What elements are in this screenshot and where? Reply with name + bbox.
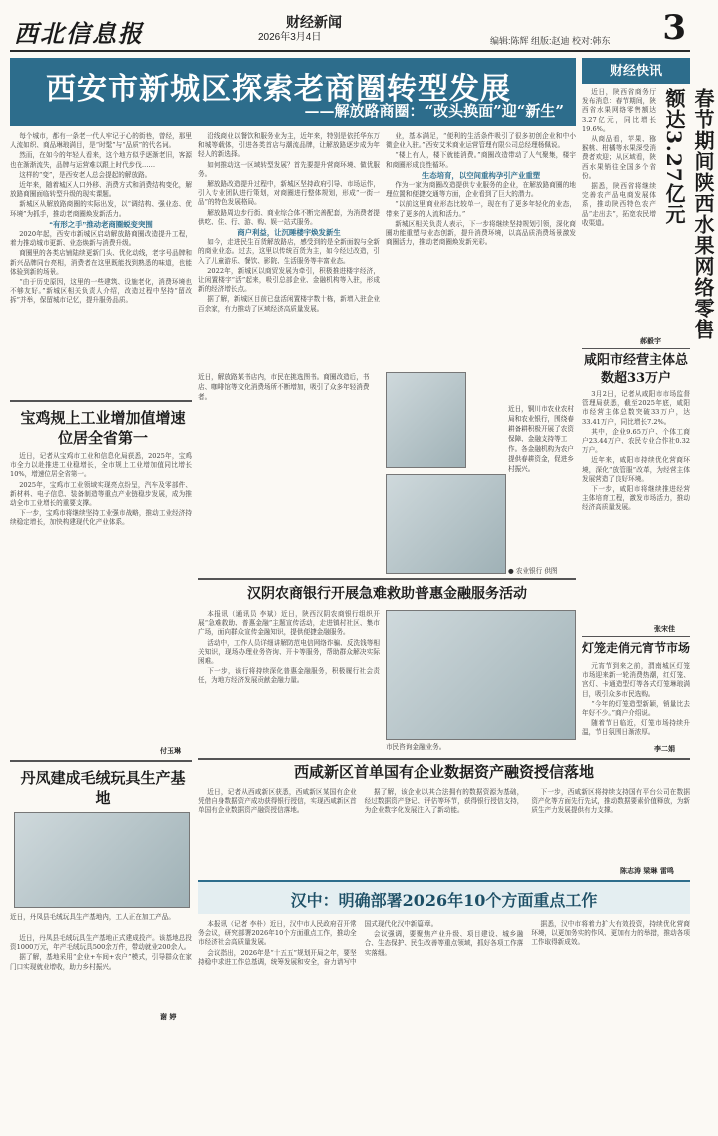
- hanyin-headline: 汉阴农商银行开展急难救助普惠金融服务活动: [247, 586, 527, 602]
- bookstore-photo: [386, 372, 466, 468]
- issue-date: 2026年3月4日: [258, 32, 322, 43]
- article-paragraph: 近年来，咸阳市持续优化营商环境，深化“放管服”改革，为经营主体发展营造了良好环境。: [582, 456, 690, 483]
- article-paragraph: 沿线商业以餐饮和服务业为主，近年来，特别是依托华东万和城等载体，引进各类首店与潮流品牌，让解放路逐步成为年轻人的新选择。: [198, 132, 380, 159]
- danfeng-credit: 谢 婷: [160, 1012, 177, 1021]
- article-paragraph: 下一步，宝鸡市将继续坚持工业强市战略，推动工业经济持续稳定增长，加快构建现代化产业体系。: [10, 509, 192, 527]
- main-article-col1: [10, 132, 192, 364]
- article-paragraph: 据悉，汉中市将着力扩大有效投资，持续优化营商环境，以更加务实的作风、更加有力的举措，推动各项工作取得新成效。: [531, 920, 690, 947]
- sidebar-item1-credit: 郝毅宇: [640, 336, 661, 345]
- article-paragraph: “今年的灯笼造型新颖，销量比去年好不少。”商户介绍说。: [582, 699, 690, 718]
- page-number: 3: [662, 8, 686, 48]
- article-paragraph: 下一步，咸阳市将继续推进经营主体培育工程，激发市场活力，推动经济高质量发展。: [582, 485, 690, 512]
- article-paragraph: 元宵节到来之前，渭南城区灯笼市场迎来新一轮消费热潮，红灯笼、宫灯、卡通造型灯等各式灯笼琳琅满目，吸引众多市民选购。: [582, 662, 690, 698]
- article-paragraph: 3月2日，记者从咸阳市市场监督管理局获悉，截至2025年底，咸阳市经营主体总数突破33万户，达33.41万户，同比增长7.2%。: [582, 390, 690, 426]
- article-paragraph: 据了解，新城区目前已盘活闲置楼宇数十栋，新增入驻企业百余家，有力推动了区域经济高质量发展。: [198, 295, 380, 313]
- article-paragraph: 然而，在如今的年轻人看来，这个地方似乎逐渐老旧，客源也在渐渐流失，品牌与运营难以跟上时代步伐……: [10, 151, 192, 169]
- danfeng-photo-caption: 近日，丹凤县毛绒玩具生产基地内，工人正在加工产品。: [10, 913, 175, 921]
- baoji-credit: 付玉琳: [160, 746, 181, 755]
- divider: [10, 760, 192, 762]
- farmers-photo-credit: ● 农业银行 供图: [508, 567, 558, 575]
- article-paragraph: 近日，丹凤县毛绒玩具生产基地正式建成投产。该基地总投资1000万元，年产毛绒玩具500余万件，带动就业200余人。: [10, 934, 192, 952]
- article-paragraph: 解放路周边步行街、商业综合体不断完善配套，为消费者提供吃、住、行、游、购、娱一站式服务。: [198, 208, 380, 226]
- danfeng-headline: 丹凤建成毛绒玩具生产基地: [20, 769, 186, 807]
- editor-credits: 编辑:陈辉 组版:赵迪 校对:韩东: [490, 36, 611, 46]
- hanyin-article: [198, 610, 380, 734]
- sidebar-item3-title: 灯笼走俏元宵节市场: [582, 641, 691, 655]
- section-title: 财经新闻: [286, 14, 342, 30]
- divider: [198, 758, 690, 760]
- article-paragraph: 随着节日临近，灯笼市场持续升温，节日氛围日渐浓厚。: [582, 719, 690, 737]
- sidebar-item1-title: 春节期间陕西水果网络零售额达3.27亿元: [662, 88, 715, 340]
- article-paragraph: 2022年，新城区以商贸发展为牵引，积极推进楼宇经济，让闲置楼宇“活”起来，吸引总部企业、金融机构等入驻，形成新的经济增长点。: [198, 266, 380, 294]
- article-subheading: 生态培育，以空间重构孕引产业重塑: [421, 170, 541, 180]
- article-paragraph: 会议强调，要聚焦产业升级、项目建设、城乡融合、生态保护、民生改善等重点领域，抓好各项工作落实落细。: [364, 930, 524, 957]
- xixian-credit: 陈志涛 梁琳 雷鸣: [620, 866, 674, 875]
- article-paragraph: 业，基本满足，“便利的生活条件吸引了很多初创企业和中小微企业入驻。”西安艾米商业运营管理有限公司总经理杨佩说。: [386, 132, 576, 150]
- article-paragraph: 近日，陕西省商务厅发布消息：春节期间，陕西省水果网络零售额达3.27亿元，同比增长19.6%。: [582, 88, 656, 133]
- sidebar-item2-body: [582, 390, 690, 626]
- article-paragraph: 本报讯（通讯员 李斌）近日，陕西汉阴农商银行组织开展“急难救助、普惠金融”主题宣传活动，走进镇村社区、集市广场，面向群众宣传金融知识，提供便捷金融服务。: [198, 610, 380, 637]
- xixian-headline: 西咸新区首单国有企业数据资产融资授信落地: [293, 763, 594, 781]
- article-paragraph: 2020年起，西安市新城区启动解放路商圈改造提升工程，着力推动城市更新、业态焕新与消费升级。: [10, 230, 192, 248]
- farmers-photo: [386, 474, 506, 574]
- article-paragraph: “由于历史原因，这里的一些建筑、设施老化，消费环境也不够友好。”新城区相关负责人介绍，改造过程中坚持“留改拆”并举，保留城市记忆，提升服务品质。: [10, 278, 192, 305]
- sidebar-heading: 财经快讯: [582, 58, 690, 84]
- article-paragraph: 据了解，该企业以其合法拥有的数据资源为基础，经过数据资产登记、评估等环节，获得银行授信支持，为企业数字化发展注入了新动能。: [364, 788, 524, 815]
- divider: [582, 636, 690, 637]
- divider: [10, 400, 192, 402]
- article-paragraph: 据了解，基地采用“企业+车间+农户”模式，引导群众在家门口实现就业增收，助力乡村振兴。: [10, 953, 192, 971]
- article-paragraph: “以前这里商业形态比较单一，现在有了更多年轻化的业态，带来了更多的人流和活力。”: [386, 200, 576, 218]
- article-paragraph: 作为一家为商圈改造提供专业服务的企业，在解放路商圈的地理位置和便捷交通等方面，企业看到了巨大的潜力。: [386, 181, 576, 199]
- main-subheadline: ——解放路商圈：“改头换面”迎“新生”: [304, 102, 564, 120]
- article-paragraph: 据悉，陕西省将继续完善农产品电商发展体系，推动陕西特色农产品“走出去”，拓宽农民增收渠道。: [582, 182, 656, 227]
- main-article-col3: [386, 132, 576, 364]
- danfeng-article: [10, 934, 192, 1024]
- article-paragraph: 活动中，工作人员详细讲解防范电信网络诈骗、反洗钱等相关知识，现场办理业务咨询、开卡等服务，帮助群众解决实际困难。: [198, 638, 380, 666]
- xixian-article: [198, 788, 690, 868]
- article-paragraph: 本报讯（记者 李朴）近日，汉中市人民政府召开常务会议，研究部署2026年10个方面重点工作，推动全市经济社会高质量发展。: [198, 920, 357, 947]
- article-paragraph: 2025年，宝鸡市工业领域实现亮点纷呈，汽车及零部件、新材料、电子信息、装备制造等重点产业链稳步发展，成为推动全市工业增长的重要支撑。: [10, 480, 192, 508]
- article-paragraph: 近年来，随着城区人口外移、消费方式和消费结构变化，解放路商圈面临转型升级的现实课题。: [10, 181, 192, 199]
- article-paragraph: 下一步，该行将持续深化普惠金融服务，积极履行社会责任，为地方经济发展贡献金融力量。: [198, 667, 380, 685]
- article-paragraph: 其中，企业9.65万户、个体工商户23.44万户、农民专业合作社0.32万户。: [582, 427, 690, 455]
- article-paragraph: “楼上有人，楼下就能消费。”商圈改造带动了人气聚集，楼宇和商圈形成良性循环。: [386, 151, 576, 169]
- article-paragraph: 近日，记者从宝鸡市工业和信息化局获悉，2025年，宝鸡市全力以赴推进工业稳增长，全市规上工业增加值同比增长10%，增速位居全省第一。: [10, 452, 192, 479]
- article-paragraph: 从商品看，苹果、猕猴桃、柑橘等水果深受消费者欢迎；从区域看，陕西水果销往全国多个省份。: [582, 135, 656, 180]
- divider: [582, 348, 690, 349]
- article-paragraph: 新城区从解放路商圈的实际出发，以“调结构、强业态、优环境”为抓手，推动老商圈焕发新活力。: [10, 200, 192, 218]
- hanyin-bank-photo: [386, 610, 576, 740]
- article-paragraph: 新城区相关负责人表示，下一步将继续坚持规划引领，深化商圈功能重塑与业态创新，提升消费环境，以高品质消费场景激发商圈活力，推动老商圈焕发新光彩。: [386, 219, 576, 247]
- sidebar-item2-title: 咸阳市经营主体总数超33万户: [583, 353, 688, 386]
- hanzhong-article: [198, 920, 690, 1128]
- danfeng-factory-photo: [14, 812, 190, 908]
- article-paragraph: 每个城市，都有一条老一代人牢记于心的街巷，曾经，那里人流如织、商品琳琅满目，是“时髦”与“品质”的代名词。: [10, 132, 192, 150]
- baoji-headline: 宝鸡规上工业增加值增速位居全省第一: [20, 409, 186, 447]
- farmers-photo-caption: 近日，铜川市农业农村局和农业银行，围绕春耕备耕积极开展了农资保障、金融支持等工作。各金融机构为农户提供春耕资金，促进乡村振兴。: [508, 405, 574, 473]
- bookstore-photo-caption: 近日，解放路某书店内，市民在挑选图书。商圈改造后，书店、咖啡馆等文化消费场所不断增加，吸引了众多年轻消费者。: [198, 373, 370, 401]
- sidebar-item2-credit: 张宋佳: [654, 624, 675, 633]
- main-article-col2: [198, 132, 380, 364]
- article-paragraph: 这样的“变”，是西安老人总会提起的解放路。: [19, 170, 152, 179]
- article-paragraph: 会议指出，2026年是“十五五”规划开局之年，要坚持稳中求进工作总基调，统筹发展和安全，奋力谱写中国式现代化汉中新篇章。: [198, 920, 438, 966]
- sidebar-item3-body: [582, 662, 690, 746]
- article-paragraph: 解放路改造提升过程中，新城区坚持政府引导、市场运作，引入专业团队进行策划，对商圈进行整体规划，形成“一街一品”的特色发展格局。: [198, 180, 380, 207]
- divider: [198, 578, 576, 580]
- article-paragraph: 商圈里的各类店铺陆续更新门头、优化动线，老字号品牌和新兴品牌同台亮相，消费者在这里既能找到熟悉的味道，也能体验到新的场景。: [10, 249, 192, 276]
- article-subheading: “有形之手”推动老商圈蜕变突围: [49, 219, 153, 229]
- article-paragraph: 下一步，西咸新区将持续支持国有平台公司在数据资产化等方面先行先试，推动数据要素价值释放，为新质生产力发展提供有力支撑。: [531, 788, 690, 815]
- article-paragraph: 如何推动这一区域转型发展？首先要提升营商环境、做优服务。: [198, 160, 380, 178]
- sidebar-item3-credit: 李二娟: [654, 744, 675, 753]
- newspaper-logo: 西北信息报: [14, 19, 144, 48]
- article-subheading: 商户利益，让沉睡楼宇焕发新生: [237, 228, 341, 238]
- hanyin-photo-caption: 市民咨询金融业务。: [386, 743, 446, 751]
- sidebar-item1-body: [582, 88, 656, 336]
- article-paragraph: 近日，记者从西咸新区获悉，西咸新区某国有企业凭借自身数据资产成功获得银行授信，实现西咸新区首单国有企业数据资产融资授信落地。: [198, 788, 357, 815]
- masthead: [10, 8, 690, 52]
- baoji-article: [10, 452, 192, 760]
- main-headline: 西安市新城区探索老商圈转型发展: [46, 72, 511, 107]
- hanzhong-headline-banner: [198, 880, 690, 914]
- article-paragraph: 如今，走进民生百货解放路店，感受到的是全新面貌与全新的商业业态。过去，这里以传统百货为主，如今经过改造，引入了儿童游乐、餐饮、影院、生活服务等丰富业态。: [198, 238, 380, 265]
- hanzhong-headline: 汉中：明确部署2026年10个方面重点工作: [290, 891, 598, 910]
- main-headline-banner: [10, 58, 576, 126]
